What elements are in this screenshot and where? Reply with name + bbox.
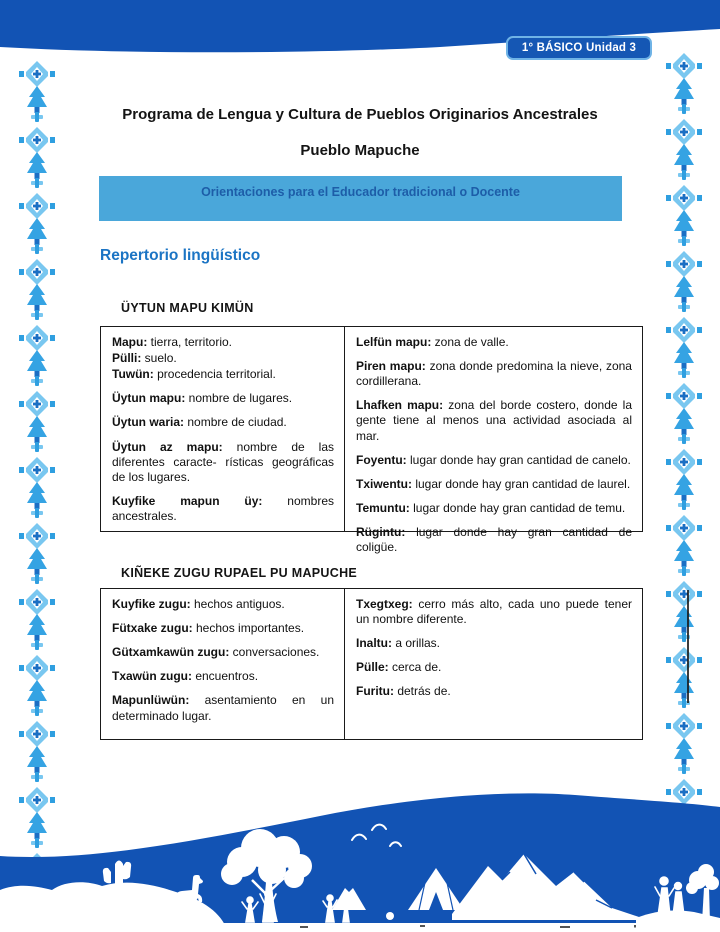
orientation-banner: Orientaciones para el Educador tradicional o Docente <box>99 176 622 221</box>
vocab-entry: Üytun mapu: nombre de lugares. <box>112 391 293 406</box>
program-title: Programa de Lengua y Cultura de Pueblos Originarios Ancestrales <box>122 106 598 123</box>
vocab-entry: Pülle: cerca de. <box>356 660 442 675</box>
vocab-entry: Lhafken mapu: zona del borde costero, donde la gente tiene al menos una actividad asociada al mar. <box>356 398 633 443</box>
vocab-entry: Inaltu: a orillas. <box>356 636 441 651</box>
vocab-entry: Üytun waria: nombre de ciudad. <box>112 415 287 430</box>
vocab-entry: Tuwün: procedencia territorial. <box>112 367 276 382</box>
table2-right-column <box>345 589 642 739</box>
mapuche-totem-pattern-icon <box>664 52 704 852</box>
table1-heading: ÜYTUN MAPU KIMÜN <box>121 301 254 315</box>
vocab-entry: Fütxake zugu: hechos importantes. <box>112 621 305 636</box>
vocab-table-uytun-mapu-kimun <box>100 326 643 555</box>
vocab-entry: Gütxamkawün zugu: conversaciones. <box>112 645 320 660</box>
table2-heading: KIÑEKE ZUGU RUPAEL PU MAPUCHE <box>121 566 358 580</box>
vocab-entry: Txegtxeg: cerro más alto, cada uno puede tener un nombre diferente. <box>356 597 632 627</box>
pueblo-subtitle: Pueblo Mapuche <box>300 142 420 159</box>
mapuche-totem-pattern-icon <box>17 60 57 860</box>
vocab-entry: Piren mapu: zona donde predomina la nieve, zona cordillerana. <box>356 359 632 389</box>
vocab-entry: Kuyfike zugu: hechos antiguos. <box>112 597 285 611</box>
vocab-entry: Txiwentu: lugar donde hay gran cantidad de laurel. <box>356 476 631 491</box>
vocab-entry: Temuntu: lugar donde hay gran cantidad de temu. <box>356 500 626 515</box>
table1-right-column <box>345 327 642 555</box>
vocab-entry: Mapu: tierra, territorio. <box>112 335 233 349</box>
vocab-entry: Furitu: detrás de. <box>356 684 451 699</box>
vocab-entry: Txawün zugu: encuentros. <box>112 669 259 684</box>
section-heading: Repertorio lingüístico <box>100 247 261 264</box>
vocab-entry: Lelfün mapu: zona de valle. <box>356 335 509 349</box>
vocab-entry: Foyentu: lugar donde hay gran cantidad de canelo. <box>356 452 631 467</box>
scan-artifact-line <box>687 590 689 703</box>
table2-left-column <box>101 589 345 739</box>
landscape-silhouette-icon <box>0 782 720 932</box>
table1-left-column <box>101 327 345 531</box>
vocab-entry: Kuyfike mapun üy: nombres ancestrales. <box>112 493 334 523</box>
vocab-entry: Mapunlüwün: asentamiento en un determinado lugar. <box>112 693 334 723</box>
vocab-table-kineke-zugu <box>100 588 643 740</box>
unit-badge: 1° BÁSICO Unidad 3 <box>506 36 652 60</box>
vocab-entry: Üytun az mapu: nombre de las diferentes caracte- rísticas geográficas de los lugares. <box>112 439 334 484</box>
vocab-entry: Rügintu: lugar donde hay gran cantidad de coligüe. <box>356 524 632 555</box>
vocab-entry: Pülli: suelo. <box>112 351 177 366</box>
